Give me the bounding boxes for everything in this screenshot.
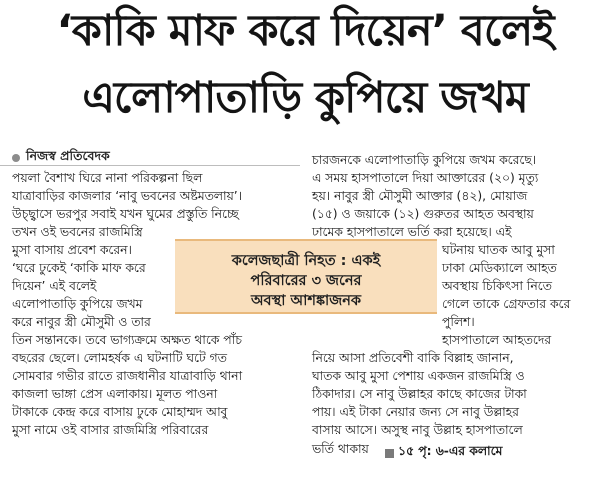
body-line: টাকাকে কেন্দ্র করে বাসায় ঢুকে মোহাম্মদ আবু (12, 405, 228, 419)
body-line: মুসা নামে ওই বাসার রাজমিস্ত্রি পরিবারের (12, 423, 209, 437)
body-line: হাসপাতালে আহতদের (442, 333, 552, 347)
body-line: তখন ওই ভবনের রাজমিস্ত্রি (12, 225, 143, 239)
pull-quote-box (175, 239, 437, 314)
continued-text: ১৫ পৃ: ৬-এর কলামে (398, 444, 503, 458)
square-bullet-icon (385, 449, 394, 458)
pull-quote-line-1: কলেজছাত্রী নিহত : একই (231, 253, 381, 269)
body-line: (১৫) ও জয়াকে (১২) গুরুতর আহত অবস্থায় (312, 207, 534, 221)
body-line: মুসা বাসায় প্রবেশ করেন। (12, 243, 132, 257)
body-line: যাত্রাবাড়ির কাজলার ‘নাবু ভবনের অষ্টমতলায়’। (12, 189, 243, 203)
body-line: পুলিশ। (442, 315, 475, 329)
headline-line-2: এলোপাতাড়ি কুপিয়ে জখম (82, 73, 528, 123)
body-line: করে নাবুর স্ত্রী মৌসুমী ও তার (12, 315, 151, 329)
body-line: কাজলা ভাঙ্গা প্রেস এলাকায়। মূলত পাওনা (12, 387, 218, 401)
body-line: ‘ঘরে ঢুকেই ‘কাকি মাফ করে (12, 261, 146, 275)
body-line: গেলে তাকে গ্রেফতার করে (442, 297, 571, 311)
body-line: অবস্থায় চিকিৎসা নিতে (442, 279, 552, 293)
body-line: হয়। নাবুর স্ত্রী মৌসুমী আক্তার (৪২), মোয়াজ (312, 189, 528, 203)
body-line: দিয়েন’ এই বলেই (12, 279, 97, 293)
body-line: বাসায় আসে। অসুস্থ নাবু উল্লাহ হাসপাতালে (312, 423, 523, 437)
body-line: উচ্ছ্বাসে ভরপুর সবাই যখন ঘুমের প্রস্তুতি নিচ্ছে (12, 207, 239, 221)
body-line: ঢাকা মেডিক্যালে আহত (442, 261, 557, 275)
body-line: পয়লা বৈশাখ ঘিরে নানা পরিকল্পনা ছিল (12, 171, 203, 185)
body-line: ঠিকাদার। সে নাবু উল্লাহর কাছে কাজের টাকা (312, 387, 527, 401)
body-line: চারজনকে এলোপাতাড়ি কুপিয়ে জখম করেছে। (312, 153, 537, 167)
body-line: এলোপাতাড়ি কুপিয়ে জখম (12, 297, 143, 311)
body-line: ভর্তি থাকায় (312, 442, 369, 456)
body-line: বছরের ছেলে। লোমহর্ষক এ ঘটনাটি ঘটে গত (12, 351, 227, 365)
byline-text: নিজস্ব প্রতিবেদক (26, 148, 110, 163)
body-line: ঘাতক আবু মুসা পেশায় একজন রাজমিস্ত্রি ও (312, 369, 525, 383)
body-line: তিন সন্তানকে। তবে ভাগ্যক্রমে অক্ষত থাকে পাঁচ (12, 333, 242, 347)
body-line: ঘটনায় ঘাতক আবু মুসা (442, 243, 555, 257)
body-line: সোমবার গভীর রাতে রাজধানীর যাত্রাবাড়ি থানা (12, 369, 243, 383)
body-line: নিয়ে আসা প্রতিবেশী বাকি বিল্লাহ জানান, (312, 351, 514, 365)
body-line: এ সময় হাসপাতালে দিয়া আক্তারের (২০) মৃত্যু (312, 171, 539, 185)
pull-quote-line-3: অবস্থা আশঙ্কাজনক (250, 293, 362, 309)
bullet-icon (12, 154, 20, 162)
body-line: পায়। এই টাকা নেয়ার জন্য সে নাবু উল্লাহর (312, 405, 519, 419)
body-line: ঢামেক হাসপাতালে ভর্তি করা হয়েছে। এই (312, 225, 512, 239)
byline-divider (0, 165, 300, 166)
continued-reference (385, 443, 502, 463)
headline-line-1: ‘কাকি মাফ করে দিয়েন’ বলেই (56, 6, 554, 56)
pull-quote-line-2: পরিবারের ৩ জনের (250, 273, 362, 289)
